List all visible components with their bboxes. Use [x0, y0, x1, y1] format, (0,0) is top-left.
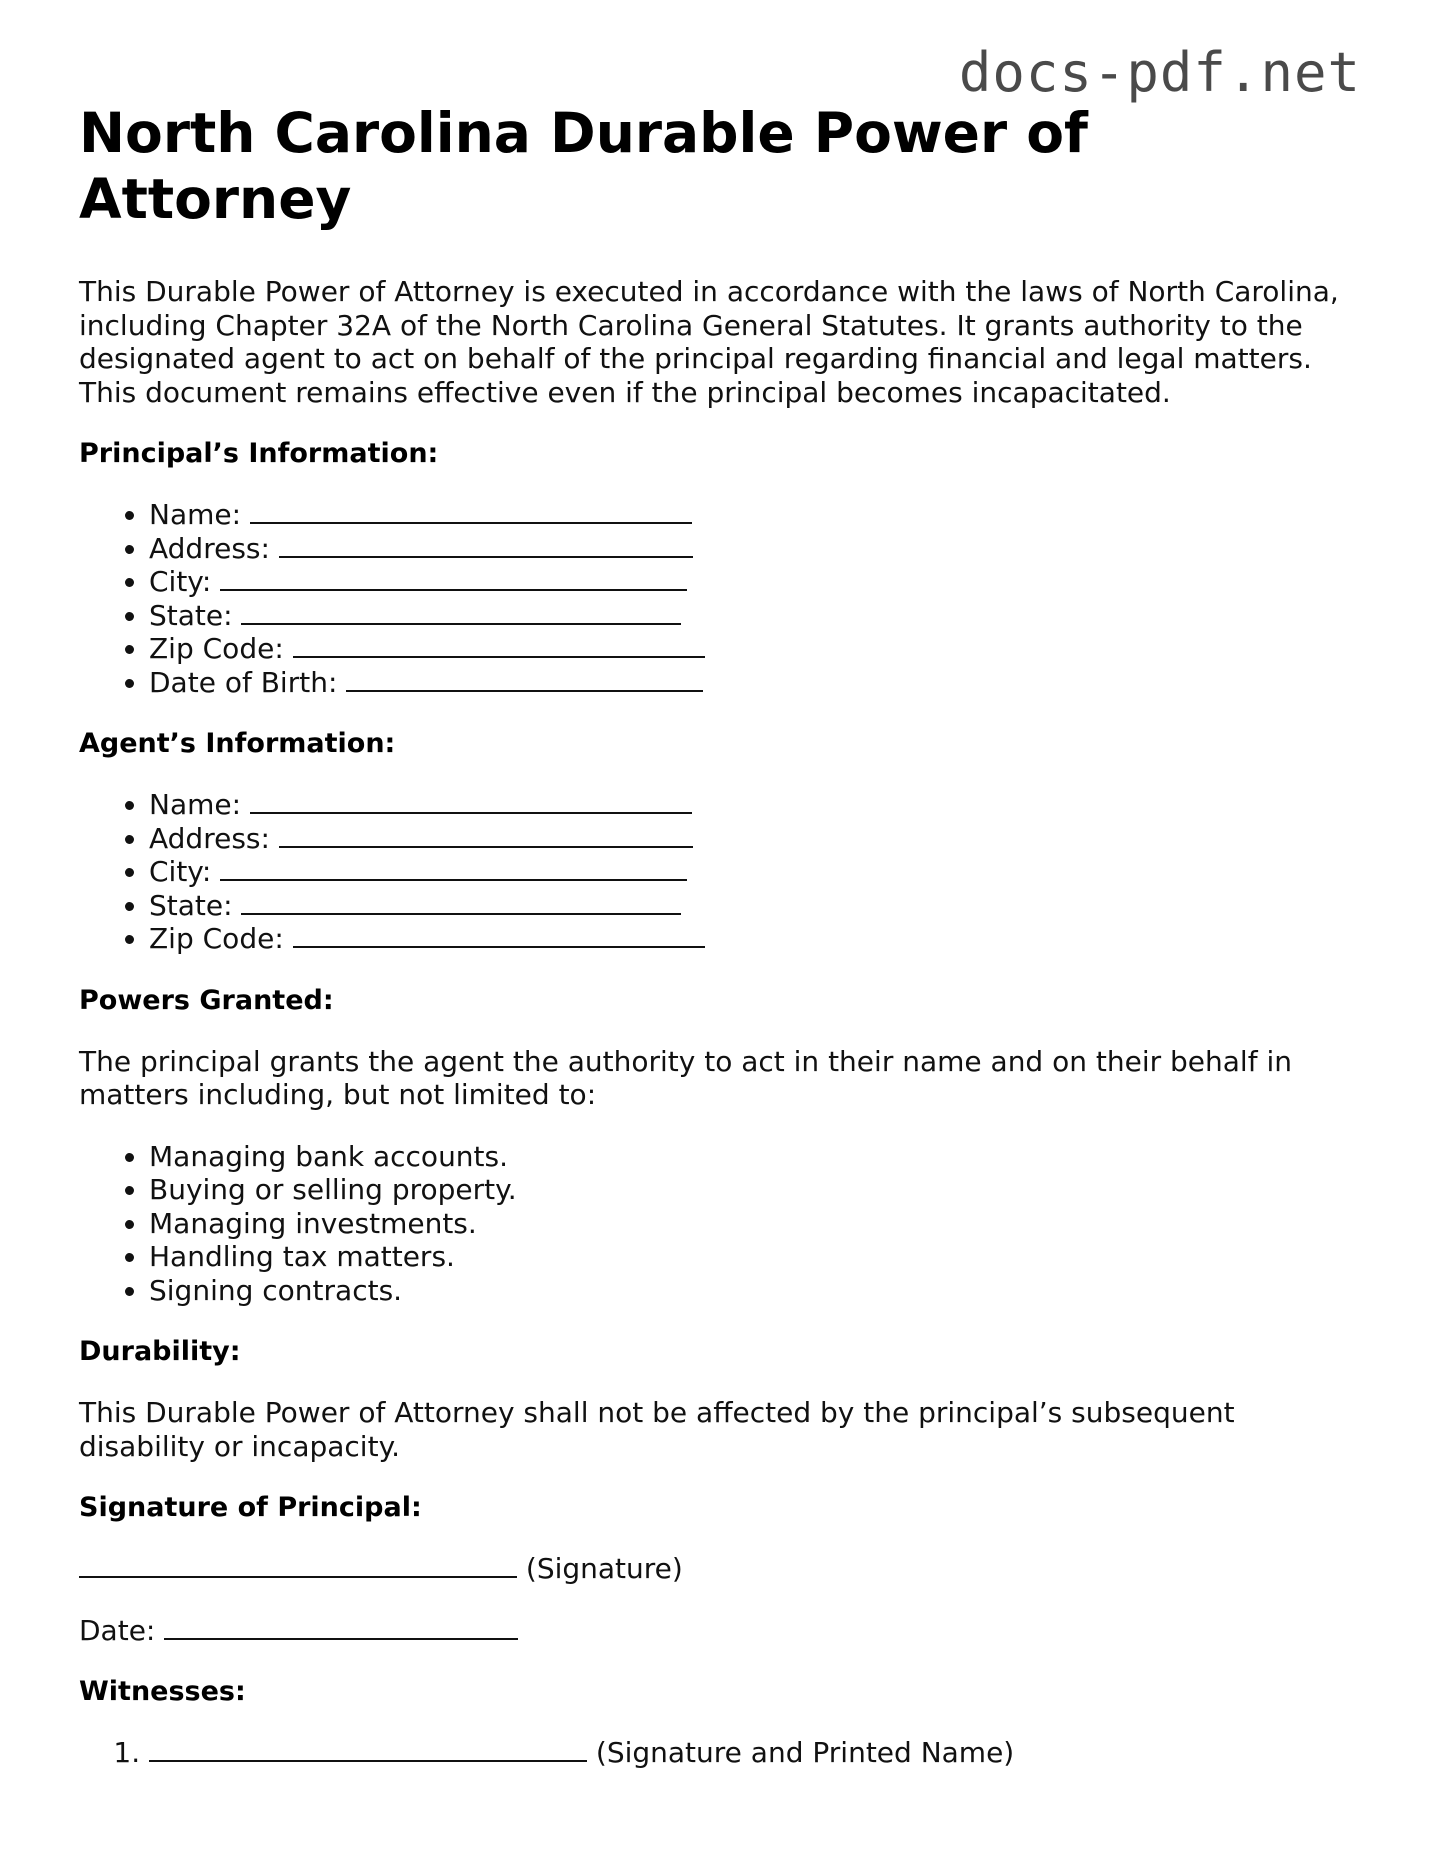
witness-fill-in-line[interactable]	[149, 1736, 587, 1762]
fill-in-line[interactable]	[293, 922, 705, 948]
list-item: • Managing bank accounts.	[149, 1140, 1369, 1174]
powers-paragraph: The principal grants the agent the authority to act in their name and on their behalf in matters including, but not limited to:	[79, 1044, 1292, 1111]
principal-address-field	[149, 532, 1369, 566]
fill-in-line[interactable]	[279, 822, 693, 848]
fill-in-line[interactable]	[250, 788, 692, 814]
agent-heading: Agent’s Information:	[79, 728, 396, 759]
list-item: • Managing investments.	[149, 1207, 1369, 1241]
witnesses-list	[79, 1736, 1369, 1770]
principal-name-field	[149, 498, 1369, 532]
fill-in-line[interactable]	[346, 666, 703, 692]
field-label: State:	[149, 888, 233, 922]
signature-line	[79, 1552, 1369, 1586]
document-page	[79, 100, 1369, 1798]
fill-in-line[interactable]	[279, 532, 693, 558]
principal-heading: Principal’s Information:	[79, 438, 439, 469]
list-item: • Buying or selling property.	[149, 1173, 1369, 1207]
fill-in-line[interactable]	[241, 889, 681, 915]
durability-paragraph: This Durable Power of Attorney shall not be affected by the principal’s subsequent disability or incapacity.	[79, 1396, 1235, 1463]
durability-heading: Durability:	[79, 1336, 241, 1367]
principal-state-field	[149, 599, 1369, 633]
agent-state-field	[149, 889, 1369, 923]
date-line	[79, 1614, 1369, 1648]
field-label: Address:	[149, 531, 270, 565]
principal-city-field	[149, 565, 1369, 599]
witness-item	[149, 1736, 1369, 1770]
agent-city-field	[149, 855, 1369, 889]
field-label: Date of Birth:	[149, 665, 338, 699]
field-label: Name:	[149, 498, 242, 531]
field-label: Address:	[149, 821, 270, 855]
field-label: Zip Code:	[149, 632, 284, 665]
field-label: City:	[149, 565, 212, 598]
fill-in-line[interactable]	[220, 565, 687, 591]
list-item: • Handling tax matters.	[149, 1240, 1369, 1274]
field-label: State:	[149, 598, 233, 632]
fill-in-line[interactable]	[250, 498, 692, 524]
field-label: City:	[149, 855, 212, 888]
signature-fill-in-line[interactable]	[79, 1552, 517, 1578]
date-label: Date:	[79, 1613, 156, 1647]
witnesses-heading: Witnesses:	[79, 1676, 246, 1707]
watermark: docs-pdf.net	[958, 41, 1361, 104]
powers-list	[79, 1140, 1369, 1308]
principal-dob-field	[149, 666, 1369, 700]
date-fill-in-line[interactable]	[164, 1614, 518, 1640]
principal-fields-list	[79, 498, 1369, 699]
field-label: Zip Code:	[149, 922, 284, 955]
signature-heading: Signature of Principal:	[79, 1492, 422, 1523]
signature-label: (Signature)	[525, 1552, 683, 1585]
powers-heading: Powers Granted:	[79, 984, 334, 1016]
fill-in-line[interactable]	[293, 632, 705, 658]
principal-zip-field	[149, 632, 1369, 666]
agent-fields-list	[79, 788, 1369, 956]
witness-label: (Signature and Printed Name)	[595, 1736, 1015, 1769]
list-item: • Signing contracts.	[149, 1274, 1369, 1308]
agent-address-field	[149, 822, 1369, 856]
field-label: Name:	[149, 788, 242, 821]
fill-in-line[interactable]	[241, 599, 681, 625]
fill-in-line[interactable]	[220, 855, 687, 881]
agent-name-field	[149, 788, 1369, 822]
document-title: North Carolina Durable Power of Attorney	[79, 101, 1088, 231]
intro-paragraph: This Durable Power of Attorney is executed in accordance with the laws of North Carolina, including Chapter 32A of the North Carolina General Statutes. It grants authority to the designated agent to act on behalf of the principal regarding financial and legal matters. This document remains effective even if the principal becomes incapacitated.	[79, 275, 1339, 409]
agent-zip-field	[149, 922, 1369, 956]
